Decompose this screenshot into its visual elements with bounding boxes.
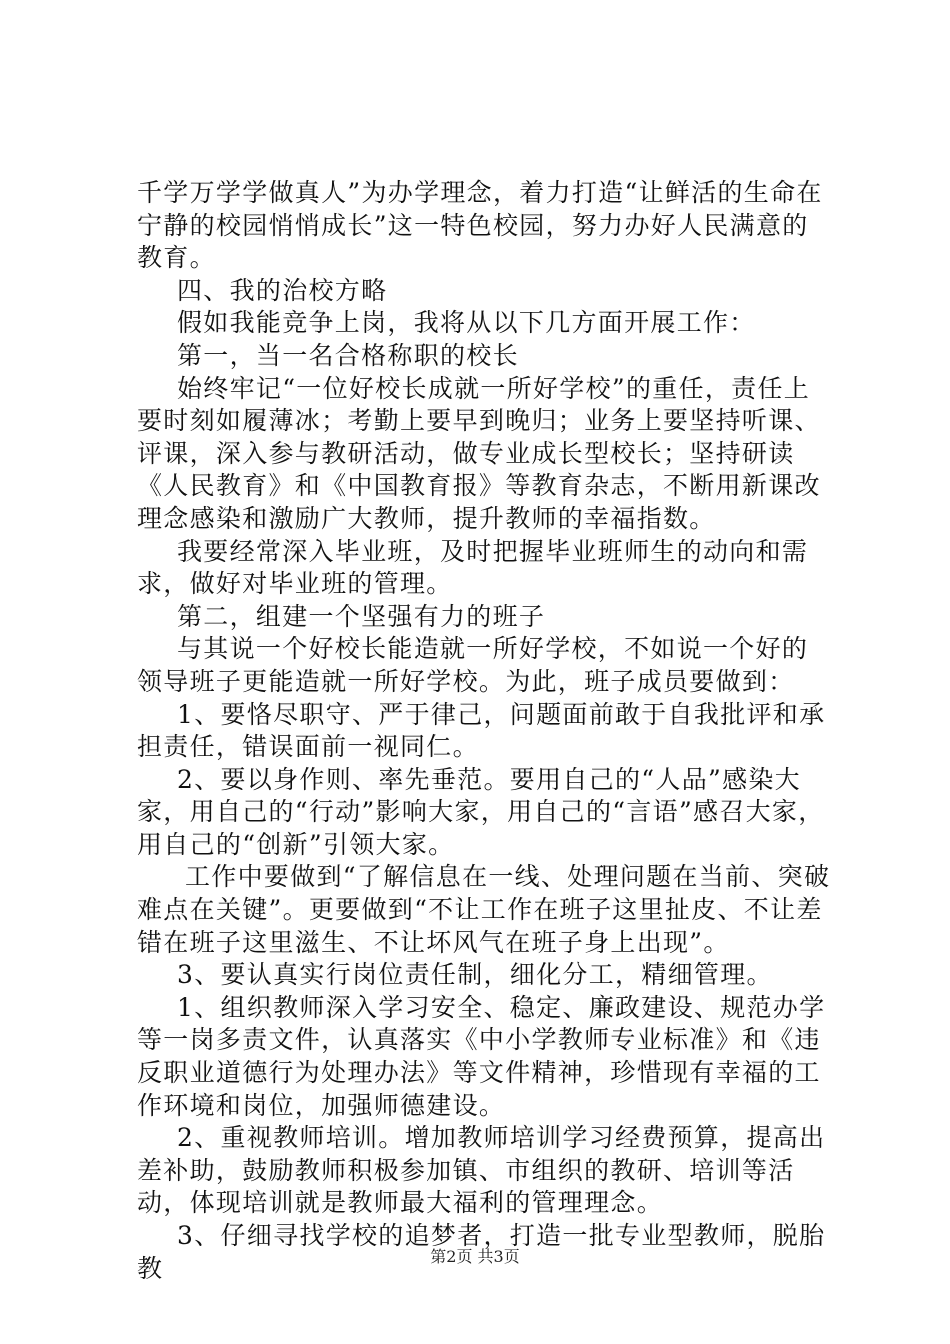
paragraph-work-requirements: 工作中要做到“了解信息在一线、处理问题在当前、突破难点在关键”。更要做到“不让工作在班子这里扯皮、不让差错在班子这里滋生、不让坏风气在班子身上出现”。: [137, 862, 831, 957]
paragraph-graduating-class: 我要经常深入毕业班，及时把握毕业班师生的动向和需求，做好对毕业班的管理。: [137, 536, 809, 599]
list-item-teacher-1: 1、组织教师深入学习安全、稳定、廉政建设、规范办学等一岗多责文件，认真落实《中小学教师专业标准》和《违反职业道德行为处理办法》等文件精神，珍惜现有幸福的工作环境和岗位，加强师德建设。: [137, 992, 826, 1120]
page-number-label: 第2页 共3页: [430, 1247, 520, 1266]
page-footer: [0, 1244, 950, 1267]
subheading-first: 第一，当一名合格称职的校长: [177, 340, 519, 370]
list-item-1: 1、要恪尽职守、严于律己，问题面前敢于自我批评和承担责任，错误面前一视同仁。: [137, 699, 826, 762]
list-item-teacher-2: 2、重视教师培训。增加教师培训学习经费预算，提高出差补助，鼓励教师积极参加镇、市组织的教研、培训等活动，体现培训就是教师最大福利的管理理念。: [137, 1123, 826, 1218]
paragraph-principal-duty: 始终牢记“一位好校长成就一所好学校”的重任，责任上要时刻如履薄冰；考勤上要早到晚归；业务上要坚持听课、评课，深入参与教研活动，做专业成长型校长；坚持研读《人民教育》和《中国教育报》等教育杂志，不断用新课改理念感染和激励广大教师，提升教师的幸福指数。: [137, 373, 821, 533]
section-heading-strategy: 四、我的治校方略: [177, 275, 388, 305]
subheading-second: 第二，组建一个坚强有力的班子: [177, 601, 546, 631]
paragraph-leadership-team: 与其说一个好校长能造就一所好学校，不如说一个好的领导班子更能造就一所好学校。为此，班子成员要做到：: [137, 634, 809, 696]
list-item-teacher-3: 3、仔细寻找学校的追梦者，打造一批专业型教师，脱胎教: [137, 1221, 826, 1283]
list-item-3: 3、要认真实行岗位责任制，细化分工，精细管理。: [177, 960, 773, 990]
list-item-2: 2、要以身作则、率先垂范。要用自己的“人品”感染大家，用自己的“行动”影响大家，用自己的“言语”感召大家，用自己的“创新”引领大家。: [137, 764, 825, 859]
document-body: [137, 177, 833, 1285]
paragraph-intro: 假如我能竞争上岗，我将从以下几方面开展工作：: [177, 308, 756, 338]
paragraph-continued: 千学万学学做真人”为办学理念，着力打造“让鲜活的生命在宁静的校园悄悄成长”这一特色校园，努力办好人民满意的教育。: [137, 178, 823, 273]
